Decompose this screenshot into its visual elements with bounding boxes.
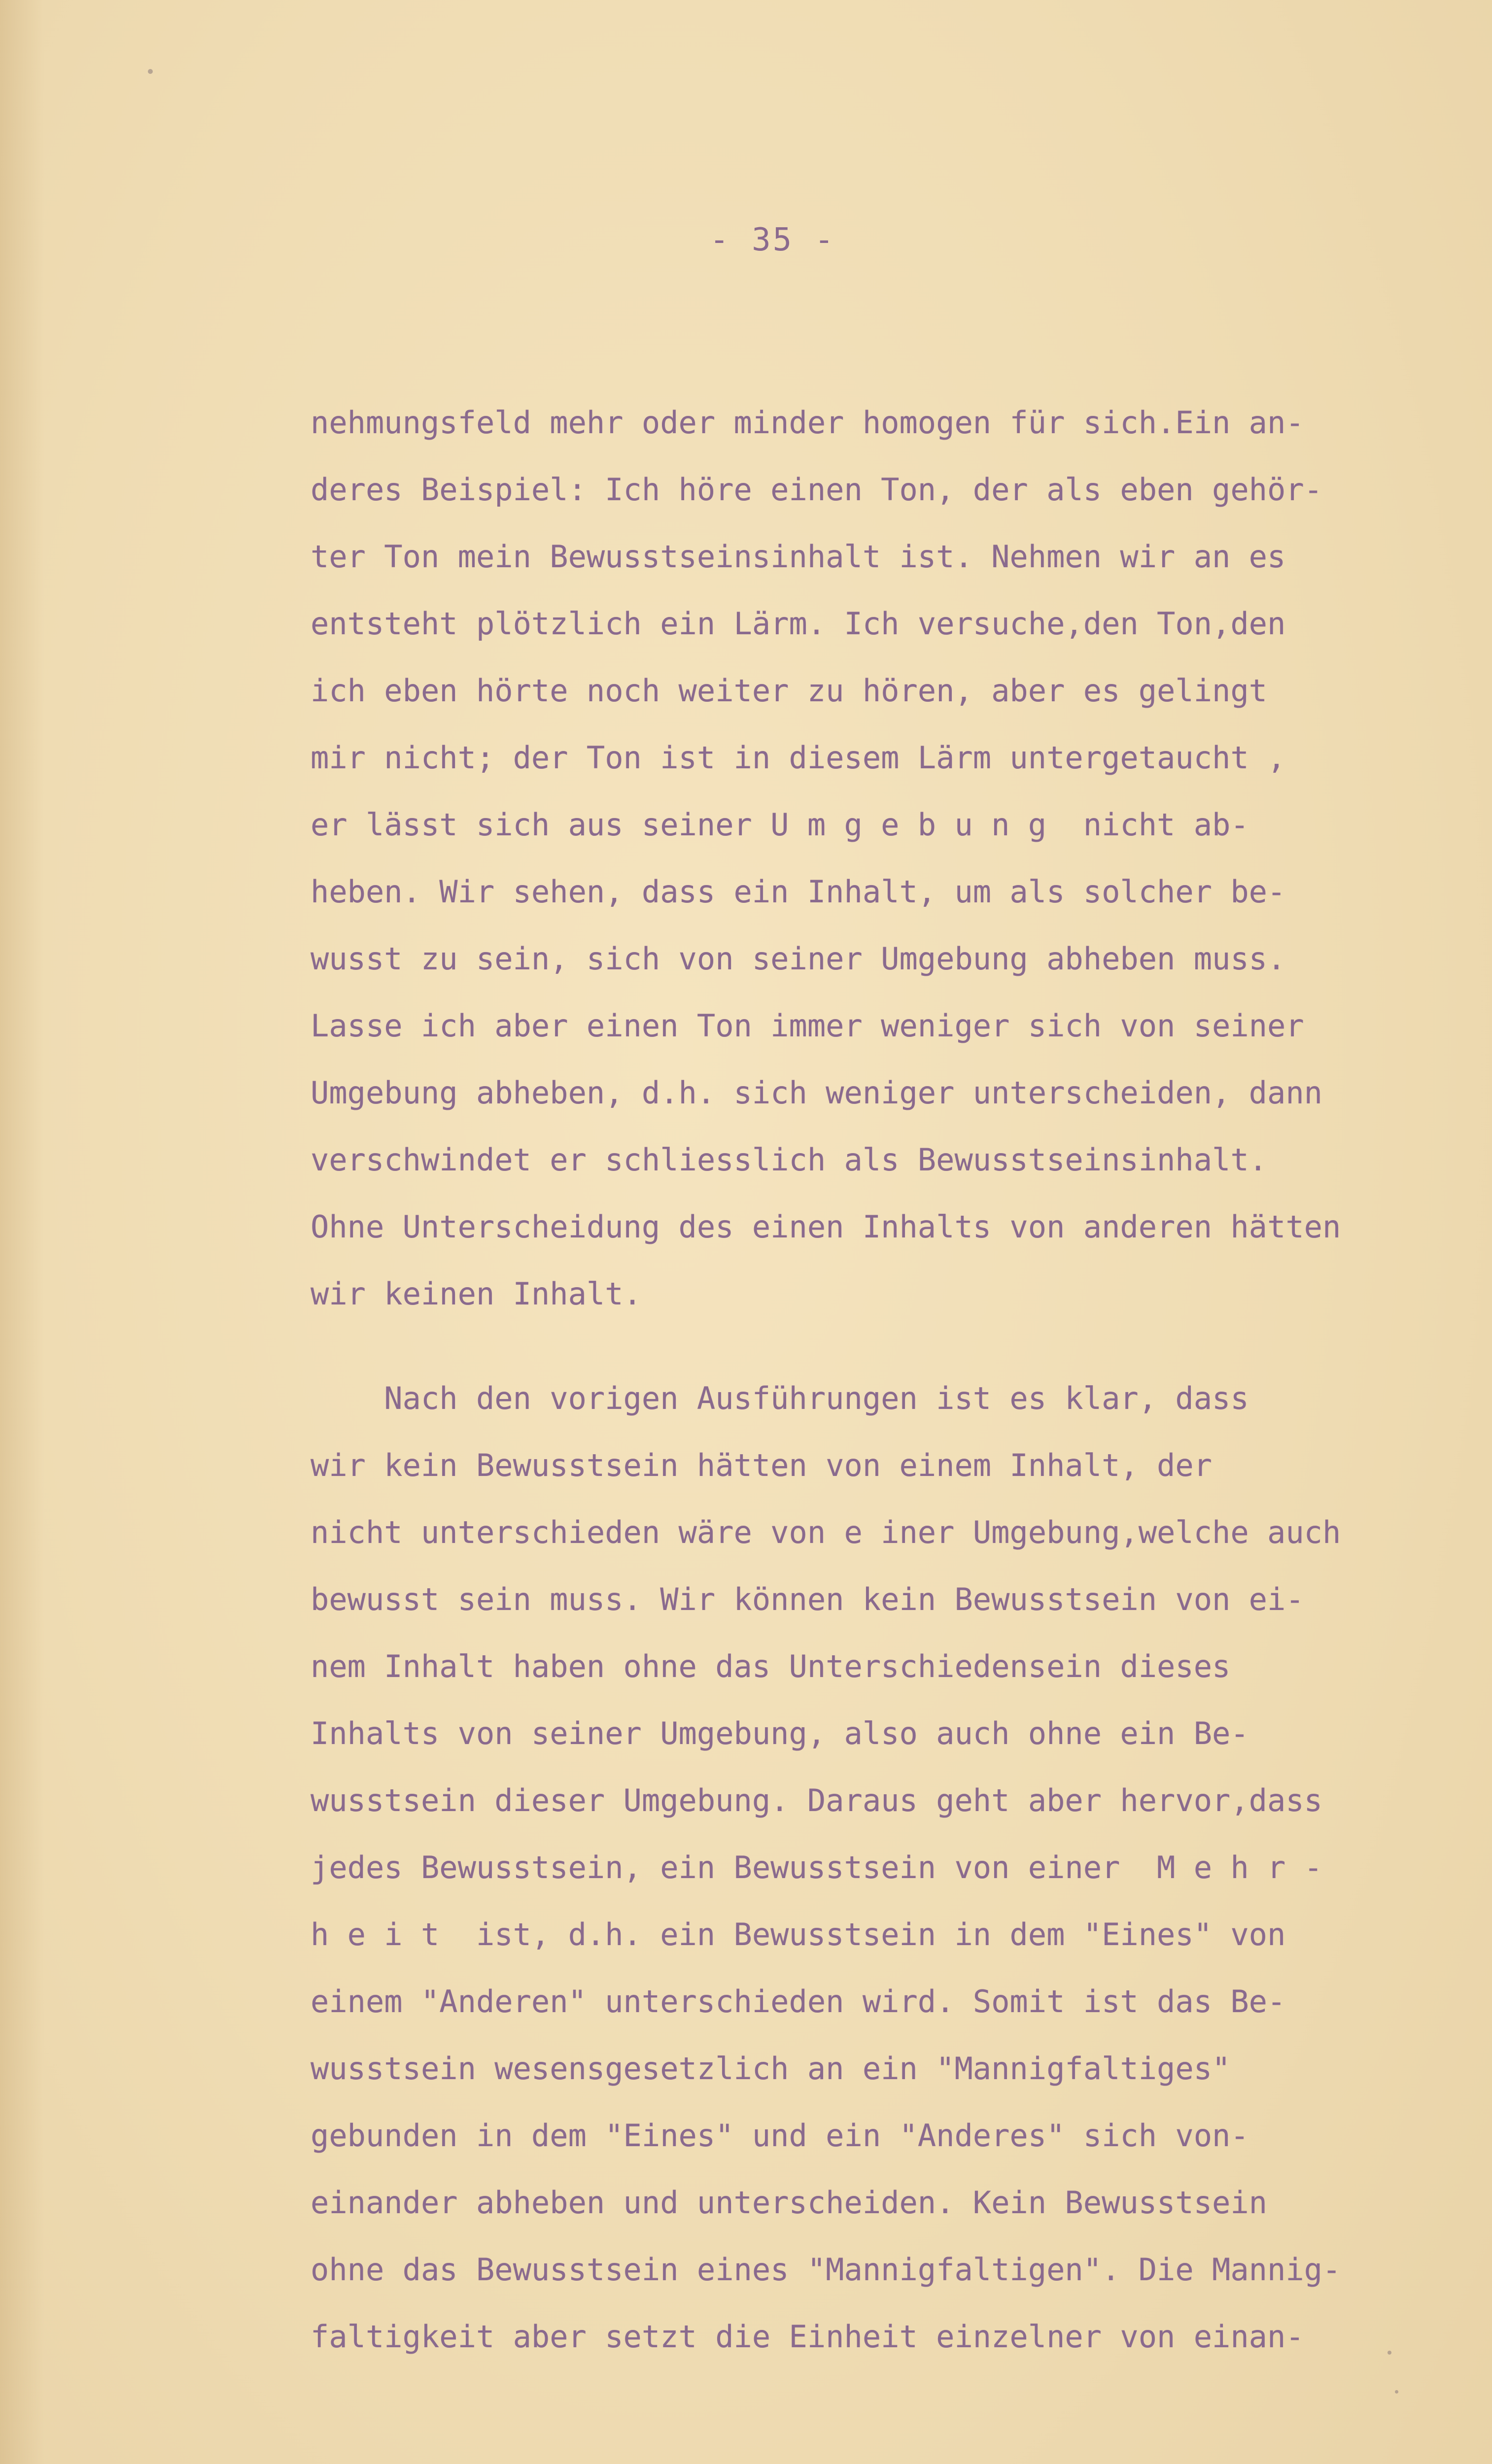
text-line: wir kein Bewusstsein hätten von einem Inhalt, der	[311, 1447, 1213, 1483]
text-line: ich eben hörte noch weiter zu hören, aber es gelingt	[311, 673, 1268, 709]
text-line: bewusst sein muss. Wir können kein Bewusstsein von ei-	[311, 1581, 1304, 1617]
text-line: nem Inhalt haben ohne das Unterschiedensein dieses	[311, 1648, 1231, 1684]
paper-edge-shadow	[0, 0, 44, 2464]
text-line: wir keinen Inhalt.	[311, 1276, 642, 1312]
paragraph-1	[311, 389, 1454, 1328]
text-line: verschwindet er schliesslich als Bewusstseinsinhalt.	[311, 1142, 1268, 1178]
text-line: ohne das Bewusstsein eines "Mannigfaltigen". Die Mannig-	[311, 2252, 1341, 2288]
text-line: einander abheben und unterscheiden. Kein Bewusstsein	[311, 2185, 1268, 2221]
text-line: heben. Wir sehen, dass ein Inhalt, um als solcher be-	[311, 874, 1286, 910]
paper-speck	[1388, 2351, 1391, 2355]
paper-speck	[1395, 2390, 1398, 2394]
text-line: wusst zu sein, sich von seiner Umgebung abheben muss.	[311, 941, 1286, 977]
text-line: h e i t ist, d.h. ein Bewusstsein in dem "Eines" von	[311, 1916, 1286, 1952]
text-line: faltigkeit aber setzt die Einheit einzelner von einan-	[311, 2319, 1304, 2355]
page-number: - 35 -	[710, 222, 836, 258]
text-line: Nach den vorigen Ausführungen ist es klar, dass	[311, 1380, 1249, 1416]
text-line: Inhalts von seiner Umgebung, also auch ohne ein Be-	[311, 1715, 1249, 1751]
paragraph-2	[311, 1365, 1454, 2370]
text-line: deres Beispiel: Ich höre einen Ton, der als eben gehör-	[311, 472, 1322, 508]
text-line: entsteht plötzlich ein Lärm. Ich versuche,den Ton,den	[311, 606, 1286, 642]
text-line: ter Ton mein Bewusstseinsinhalt ist. Nehmen wir an es	[311, 539, 1286, 575]
text-line: Lasse ich aber einen Ton immer weniger sich von seiner	[311, 1008, 1304, 1044]
text-line: einem "Anderen" unterschieden wird. Somit ist das Be-	[311, 1984, 1286, 2019]
text-line: Umgebung abheben, d.h. sich weniger unterscheiden, dann	[311, 1075, 1322, 1111]
text-line: mir nicht; der Ton ist in diesem Lärm untergetaucht ,	[311, 740, 1286, 776]
text-line: jedes Bewusstsein, ein Bewusstsein von einer M e h r -	[311, 1849, 1322, 1885]
paper-speck	[148, 69, 153, 74]
text-line: gebunden in dem "Eines" und ein "Anderes" sich von-	[311, 2118, 1249, 2154]
text-line: Ohne Unterscheidung des einen Inhalts von anderen hätten	[311, 1209, 1341, 1245]
text-line: nehmungsfeld mehr oder minder homogen für sich.Ein an-	[311, 405, 1304, 441]
text-line: nicht unterschieden wäre von e iner Umgebung,welche auch	[311, 1514, 1341, 1550]
text-line: wusstsein dieser Umgebung. Daraus geht aber hervor,dass	[311, 1782, 1322, 1818]
text-line: er lässt sich aus seiner U m g e b u n g nicht ab-	[311, 807, 1249, 843]
text-line: wusstsein wesensgesetzlich an ein "Mannigfaltiges"	[311, 2051, 1231, 2087]
